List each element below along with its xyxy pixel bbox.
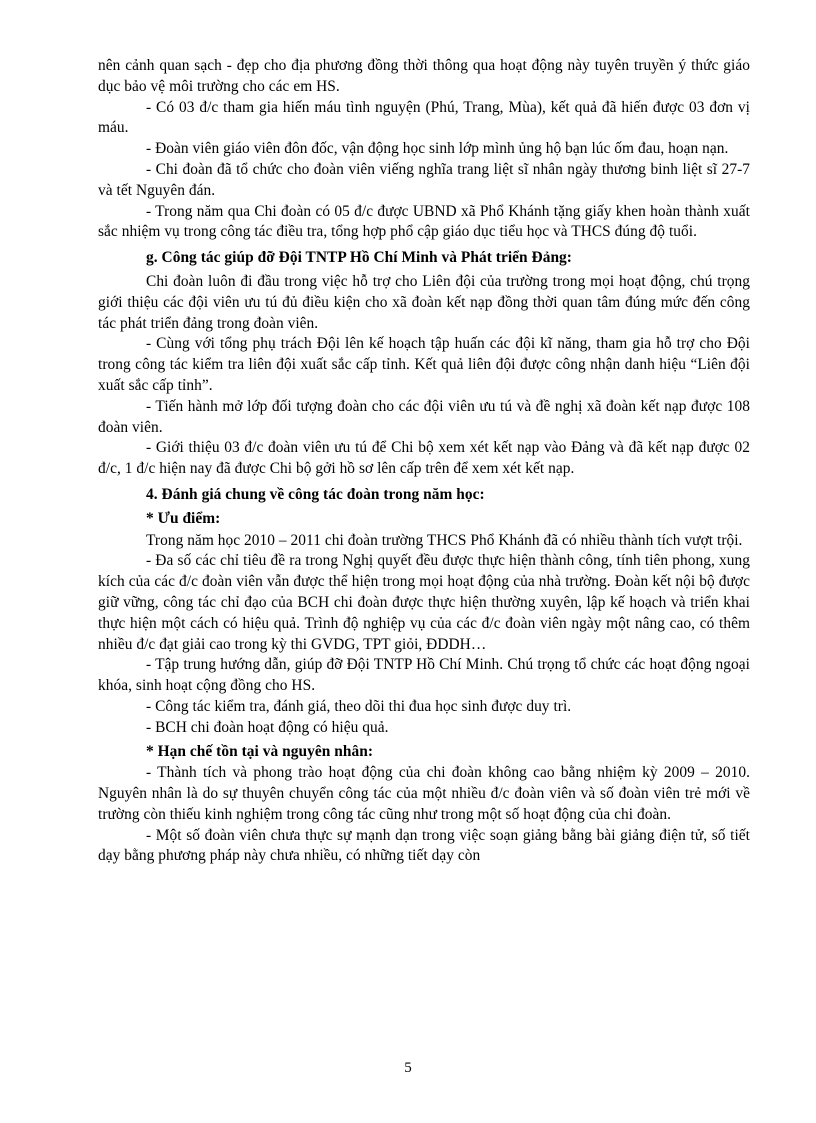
paragraph-monitoring: - Công tác kiểm tra, đánh giá, theo dõi thi đua học sinh được duy trì. bbox=[146, 697, 572, 715]
paragraph-blood-donation: - Có 03 đ/c tham gia hiến máu tình nguyện (Phú, Trang, Mùa), kết quả đã hiến được 03 đơn vị máu. bbox=[98, 98, 750, 137]
paragraph-limitations-cause: - Thành tích và phong trào hoạt động của chi đoàn không cao bằng nhiệm kỳ 2009 – 2010. Nguyên nhân là do sự thuyên chuyển công tác của một nhiều đ/c đoàn viên và số đoàn viên trẻ mới về trường còn thiếu kinh nghiệm trong công tác cũng như trong một số hoạt động của chi đoàn. bbox=[98, 764, 750, 823]
paragraph-support-students: - Đoàn viên giáo viên đôn đốc, vận động học sinh lớp mình ủng hộ bạn lúc ốm đau, hoạn nạn. bbox=[146, 140, 729, 158]
section-heading-g: g. Công tác giúp đỡ Đội TNTP Hồ Chí Minh và Phát triển Đảng: bbox=[146, 249, 572, 267]
paragraph-party-introduction: - Giới thiệu 03 đ/c đoàn viên ưu tú để Chi bộ xem xét kết nạp vào Đảng và đã kết nạp được 02 đ/c, 1 đ/c hiện nay đã được Chi bộ gởi hồ sơ lên cấp trên để xem xét kết nạp. bbox=[98, 439, 750, 478]
subheading-strengths: * Ưu điểm: bbox=[146, 509, 221, 527]
paragraph-martyrs-cemetery: - Chi đoàn đã tổ chức cho đoàn viên viếng nghĩa trang liệt sĩ nhân ngày thương binh liệt sĩ 27-7 và tết Nguyên đán. bbox=[98, 160, 750, 199]
paragraph-support-pioneers: Chi đoàn luôn đi đầu trong việc hỗ trợ cho Liên đội của trường trong mọi hoạt động, chú trọng giới thiệu các đội viên ưu tú đủ điều kiện cho xã đoàn kết nạp đồng thời quan tâm đúng mức đến công tác phát triển đảng trong đoàn viên. bbox=[98, 272, 750, 332]
subheading-limitations: * Hạn chế tồn tại và nguyên nhân: bbox=[146, 742, 373, 760]
paragraph-environment: nên cảnh quan sạch - đẹp cho địa phương đồng thời thông qua hoạt động này tuyên truyền ý thức giáo dục bảo vệ môi trường cho các em HS. bbox=[98, 57, 750, 95]
paragraph-achievements: Trong năm học 2010 – 2011 chi đoàn trường THCS Phổ Khánh đã có nhiều thành tích vượt trội. bbox=[146, 531, 743, 549]
paragraph-bch-effective: - BCH chi đoàn hoạt động có hiệu quả. bbox=[146, 718, 389, 736]
paragraph-e-lessons: - Một số đoàn viên chưa thực sự mạnh dạn trong việc soạn giảng bằng bài giảng điện tử, số tiết dạy bằng phương pháp này chưa nhiều, có những tiết dạy còn bbox=[98, 826, 750, 865]
page-number: 5 bbox=[404, 1060, 412, 1076]
section-heading-4: 4. Đánh giá chung về công tác đoàn trong năm học: bbox=[146, 485, 485, 503]
paragraph-certificates: - Trong năm qua Chi đoàn có 05 đ/c được UBND xã Phổ Khánh tặng giấy khen hoàn thành xuất sắc nhiệm vụ trong công tác điều tra, tổng hợp phổ cập giáo dục tiểu học và THCS đúng độ tuổi. bbox=[98, 202, 750, 241]
paragraph-targets: - Đa số các chỉ tiêu đề ra trong Nghị quyết đều được thực hiện thành công, tính tiên phong, xung kích của các đ/c đoàn viên vẫn được thể hiện trong mọi hoạt động của nhà trường. Đoàn kết nội bộ được giữ vững, công tác chỉ đạo của BCH chi đoàn được thực hiện thường xuyên, lập kế hoạch và triển khai thực hiện một cách có hiệu quả. Trình độ nghiệp vụ của các đ/c đoàn viên ngày một nâng cao, có thêm nhiều đ/c đạt giải cao trong kỳ thi GVDG, TPT giỏi, ĐDDH… bbox=[98, 552, 750, 653]
paragraph-guidance: - Tập trung hướng dẫn, giúp đỡ Đội TNTP Hồ Chí Minh. Chú trọng tổ chức các hoạt động ngoại khóa, sinh hoạt cộng đồng cho HS. bbox=[98, 656, 750, 695]
document-page bbox=[98, 56, 750, 867]
paragraph-training: - Cùng với tổng phụ trách Đội lên kế hoạch tập huấn các đội kĩ năng, tham gia hỗ trợ cho Đội trong công tác kiểm tra liên đội xuất sắc cấp tỉnh. Kết quả liên đội được công nhận danh hiệu “Liên đội xuất sắc cấp tỉnh”. bbox=[98, 335, 750, 394]
paragraph-admission: - Tiến hành mở lớp đối tượng đoàn cho các đội viên ưu tú và đề nghị xã đoàn kết nạp được 108 đoàn viên. bbox=[98, 397, 750, 436]
